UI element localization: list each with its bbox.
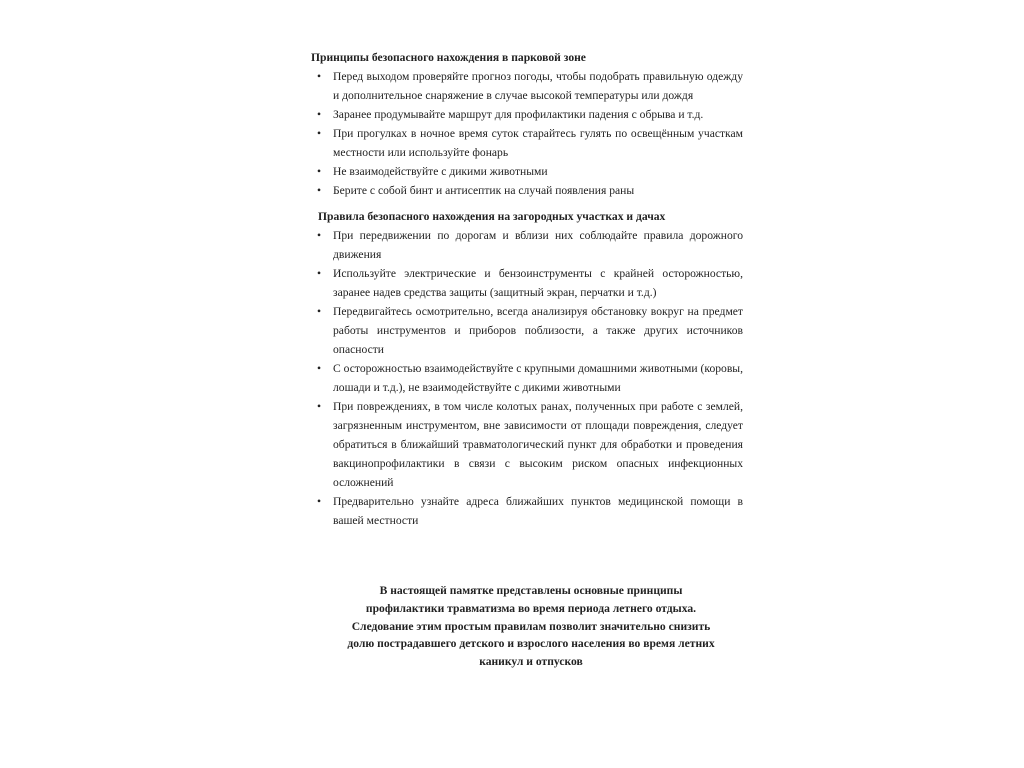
summary-line: каникул и отпусков	[479, 655, 583, 669]
list-item: • Передвигайтесь осмотрительно, всегда анализируя обстановку вокруг на предмет работы инструментов и приборов поблизости, а также других источников опасности	[311, 302, 743, 359]
summary-line: Следование этим простым правилам позволит значительно снизить	[351, 619, 711, 633]
content-column	[311, 48, 743, 530]
summary-line: В настоящей памятке представлены основные принципы	[379, 584, 683, 597]
list-item: • С осторожностью взаимодействуйте с крупными домашними животными (коровы, лошади и т.д.), не взаимодействуйте с дикими животными	[311, 359, 743, 397]
section-title-park: Принципы безопасного нахождения в парковой зоне	[311, 51, 586, 64]
list-item: • При передвижении по дорогам и вблизи них соблюдайте правила дорожного движения	[311, 226, 743, 264]
list-item: • При повреждениях, в том числе колотых ранах, полученных при работе с землей, загрязненным инструментом, вне зависимости от площади повреждения, следует обратиться в ближайший травматологический пункт для обработки и проведения вакцинопрофилактики в связи с высоким риском опасных инфекционных осложнений	[311, 397, 743, 492]
list-item: • Берите с собой бинт и антисептик на случай появления раны	[311, 181, 743, 200]
country-rules-list	[311, 226, 743, 530]
list-item: • Не взаимодействуйте с дикими животными	[311, 162, 743, 181]
list-item: • Заранее продумывайте маршрут для профилактики падения с обрыва и т.д.	[311, 105, 743, 124]
list-item: • При прогулках в ночное время суток старайтесь гулять по освещённым участкам местности или используйте фонарь	[311, 124, 743, 162]
summary-paragraph	[311, 582, 751, 671]
park-rules-list	[311, 67, 743, 200]
summary-line: профилактики травматизма во время периода летнего отдыха.	[365, 601, 697, 615]
summary-line: долю пострадавшего детского и взрослого населения во время летних	[347, 637, 715, 651]
list-item: • Используйте электрические и бензоинструменты с крайней осторожностью, заранее надев средства защиты (защитный экран, перчатки и т.д.)	[311, 264, 743, 302]
list-item: • Предварительно узнайте адреса ближайших пунктов медицинской помощи в вашей местности	[311, 492, 743, 530]
list-item: • Перед выходом проверяйте прогноз погоды, чтобы подобрать правильную одежду и дополнительное снаряжение в случае высокой температуры или дождя	[311, 67, 743, 105]
section-title-country: Правила безопасного нахождения на загородных участках и дачах	[318, 210, 666, 223]
